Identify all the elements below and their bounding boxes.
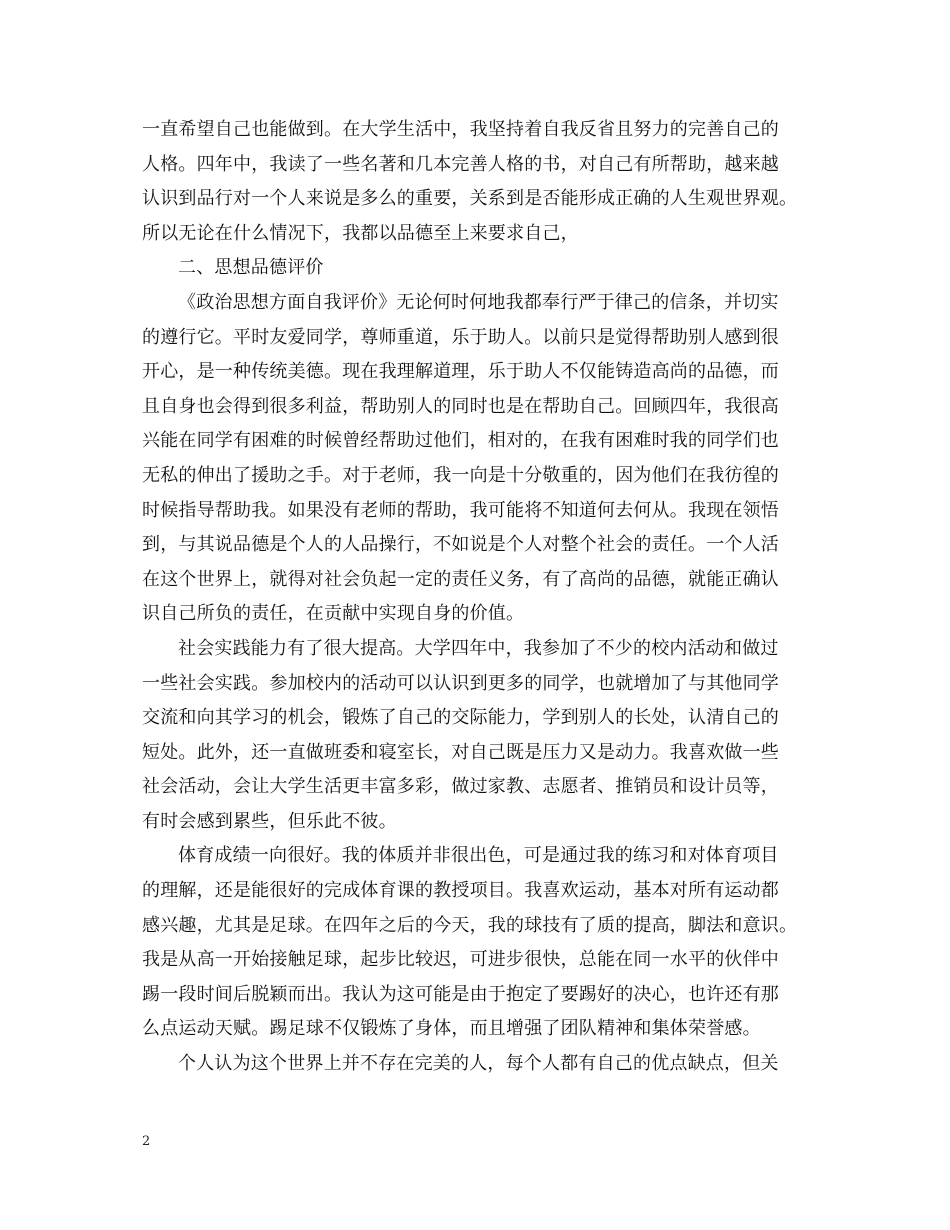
text-line: 认识到品行对一个人来说是多么的重要，关系到是否能形成正确的人生观世界观。 [142, 188, 798, 210]
text-line: 时候指导帮助我。如果没有老师的帮助，我可能将不知道何去何从。我现在领悟 [142, 499, 779, 521]
text-line: 一些社会实践。参加校内的活动可以认识到更多的同学，也就增加了与其他同学 [142, 672, 779, 694]
text-line: 个人认为这个世界上并不存在完美的人，每个人都有自己的优点缺点，但关 [178, 1053, 779, 1075]
text-line: 且自身也会得到很多利益，帮助别人的同时也是在帮助自己。回顾四年，我很高 [142, 395, 779, 417]
text-line: 我是从高一开始接触足球，起步比较迟，可进步很快，总能在同一水平的伙伴中 [142, 949, 779, 971]
text-line: 一直希望自己也能做到。在大学生活中，我坚持着自我反省且努力的完善自己的 [142, 119, 779, 140]
text-line: 无私的伸出了援助之手。对于老师，我一向是十分敬重的，因为他们在我彷徨的 [142, 464, 779, 486]
text-line: 识自己所负的责任，在贡献中实现自身的价值。 [142, 603, 525, 625]
text-line: 么点运动天赋。踢足球不仅锻炼了身体，而且增强了团队精神和集体荣誉感。 [142, 1018, 761, 1040]
text-line: 体育成绩一向很好。我的体质并非很出色，可是通过我的练习和对体育项目 [178, 845, 779, 867]
text-line: 在这个世界上，就得对社会负起一定的责任义务，有了高尚的品德，就能正确认 [142, 568, 779, 590]
text-line: 社会活动，会让大学生活更丰富多彩，做过家教、志愿者、推销员和设计员等， [142, 776, 779, 798]
text-line: 二、思想品德评价 [178, 257, 324, 279]
text-line: 所以无论在什么情况下，我都以品德至上来要求自己， [142, 222, 579, 244]
text-line: 踢一段时间后脱颖而出。我认为这可能是由于抱定了要踢好的决心，也许还有那 [142, 983, 779, 1005]
text-line: 开心，是一种传统美德。现在我理解道理，乐于助人不仅能铸造高尚的品德，而 [142, 361, 779, 383]
text-line: 短处。此外，还一直做班委和寝室长，对自己既是压力又是动力。我喜欢做一些 [142, 741, 779, 763]
text-line: 兴能在同学有困难的时候曾经帮助过他们，相对的，在我有困难时我的同学们也 [142, 430, 779, 452]
text-line: 人格。四年中，我读了一些名著和几本完善人格的书，对自己有所帮助，越来越 [142, 153, 779, 175]
text-line: 有时会感到累些，但乐此不彼。 [142, 810, 397, 832]
text-line: 的理解，还是能很好的完成体育课的教授项目。我喜欢运动，基本对所有运动都 [142, 880, 779, 902]
text-line: 的遵行它。平时友爱同学，尊师重道，乐于助人。以前只是觉得帮助别人感到很 [142, 326, 779, 348]
text-line: 交流和向其学习的机会，锻炼了自己的交际能力，学到别人的长处，认清自己的 [142, 707, 779, 729]
page-number: 2 [142, 1134, 151, 1149]
text-line: 《政治思想方面自我评价》无论何时何地我都奉行严于律己的信条，并切实 [178, 291, 779, 313]
body-text [142, 113, 832, 1082]
text-line: 社会实践能力有了很大提高。大学四年中，我参加了不少的校内活动和做过 [178, 637, 779, 659]
text-line: 感兴趣，尤其是足球。在四年之后的今天，我的球技有了质的提高，脚法和意识。 [142, 914, 798, 936]
text-line: 到，与其说品德是个人的人品操行，不如说是个人对整个社会的责任。一个人活 [142, 534, 779, 556]
